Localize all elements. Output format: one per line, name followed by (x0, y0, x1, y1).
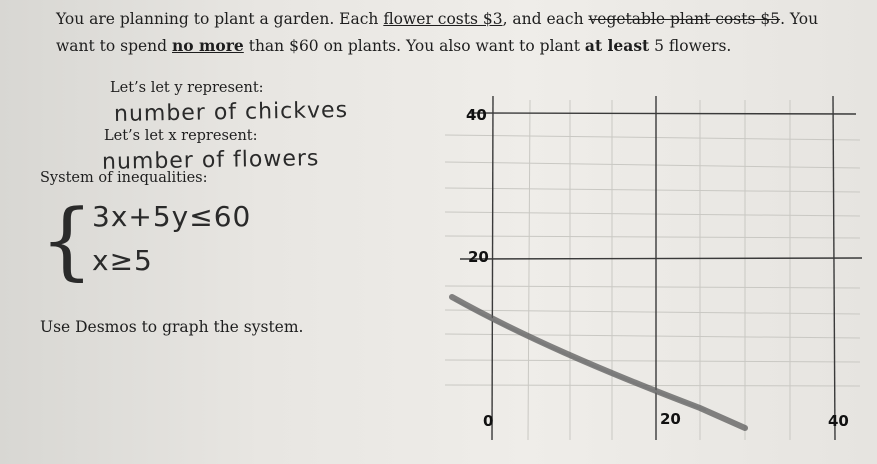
problem-text: than $60 on plants. You also want to plant (243, 37, 585, 55)
inequality-boundary-line (452, 297, 745, 428)
inequality-2-handwriting: x≥5 (92, 244, 153, 277)
gridline-y40 (470, 113, 856, 114)
inequality-brace: { (40, 191, 95, 289)
flower-cost-text: flower costs $3 (383, 10, 503, 28)
problem-text: , and each (502, 10, 589, 28)
graph-major-lines (460, 96, 862, 440)
problem-text: . You (780, 10, 819, 28)
vegetable-cost-text: vegetable plant costs $5 (588, 10, 781, 28)
let-y-label: Let’s let y represent: (110, 80, 264, 96)
no-more-text: no more (172, 36, 244, 55)
problem-text: You are planning to plant a garden. Each (56, 10, 384, 28)
system-label: System of inequalities: (40, 170, 208, 186)
problem-text: want to spend (56, 37, 173, 55)
gridline-y20 (460, 258, 862, 259)
x-tick-40: 40 (828, 412, 849, 430)
problem-text: 5 flowers. (649, 37, 732, 55)
x-tick-20: 20 (660, 410, 681, 428)
y-tick-20: 20 (468, 248, 489, 266)
let-x-label: Let’s let x represent: (104, 128, 258, 144)
at-least-text: at least (584, 36, 650, 55)
x-tick-0: 0 (483, 412, 494, 430)
y-tick-40: 40 (466, 106, 487, 124)
answer-y-handwriting: number of chickves (113, 97, 349, 128)
inequality-1-handwriting: 3x+5y≤60 (92, 200, 252, 233)
desmos-instruction: Use Desmos to graph the system. (40, 318, 304, 336)
gridline-x40 (833, 96, 835, 440)
answer-x-handwriting: number of flowers (101, 146, 320, 175)
y-axis (492, 96, 493, 440)
